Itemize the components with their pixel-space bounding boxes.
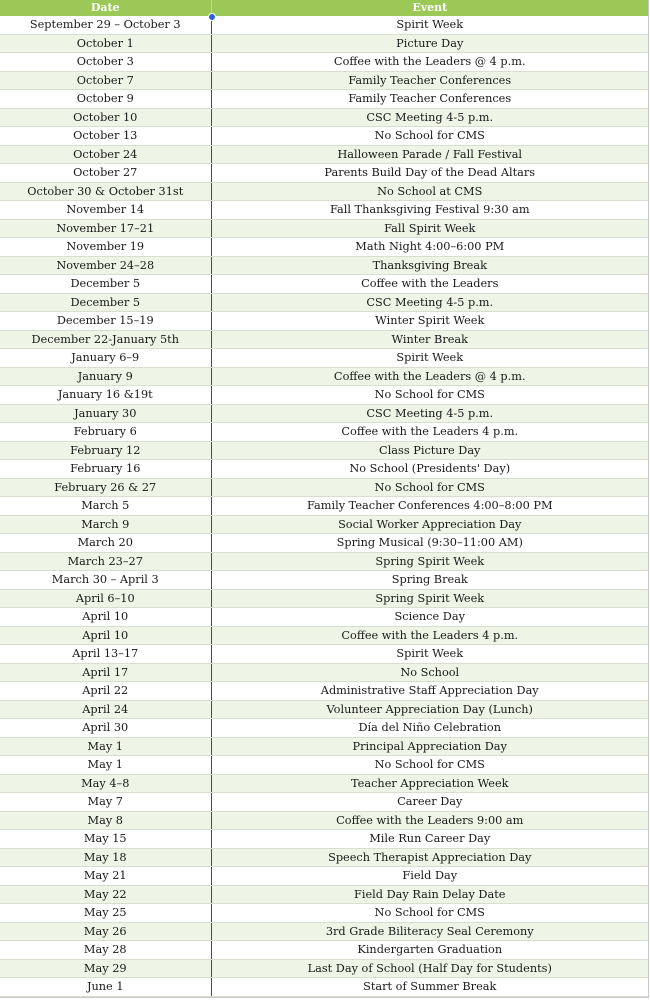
event-cell[interactable]: Principal Appreciation Day — [211, 737, 648, 756]
event-cell[interactable]: Spring Break — [211, 571, 648, 590]
event-cell[interactable]: Spring Spirit Week — [211, 552, 648, 571]
table-row — [0, 330, 648, 349]
event-cell[interactable]: Field Day Rain Delay Date — [211, 885, 648, 904]
table-body — [0, 16, 648, 996]
table-row — [0, 663, 648, 682]
date-cell[interactable]: May 7 — [0, 793, 211, 812]
event-cell[interactable]: Spirit Week — [211, 16, 648, 34]
table-row — [0, 959, 648, 978]
table-row — [0, 53, 648, 72]
table-row — [0, 589, 648, 608]
event-cell[interactable]: Spring Spirit Week — [211, 589, 648, 608]
date-cell[interactable]: November 17–21 — [0, 219, 211, 238]
table-row — [0, 367, 648, 386]
event-cell[interactable]: Spirit Week — [211, 349, 648, 368]
event-cell[interactable]: Teacher Appreciation Week — [211, 774, 648, 793]
date-column-header[interactable]: Date — [0, 0, 211, 16]
table-row — [0, 256, 648, 275]
table-row — [0, 312, 648, 331]
date-cell[interactable]: May 15 — [0, 830, 211, 849]
event-cell[interactable]: CSC Meeting 4-5 p.m. — [211, 293, 648, 312]
date-cell[interactable]: May 18 — [0, 848, 211, 867]
date-cell[interactable]: May 29 — [0, 959, 211, 978]
table-row — [0, 626, 648, 645]
table-row — [0, 737, 648, 756]
event-cell[interactable]: Class Picture Day — [211, 441, 648, 460]
date-cell[interactable]: January 6–9 — [0, 349, 211, 368]
date-cell[interactable]: May 8 — [0, 811, 211, 830]
event-cell[interactable]: No School (Presidents' Day) — [211, 460, 648, 479]
event-cell[interactable]: Picture Day — [211, 34, 648, 53]
event-cell[interactable]: Family Teacher Conferences — [211, 90, 648, 109]
event-cell[interactable]: Last Day of School (Half Day for Students) — [211, 959, 648, 978]
event-cell[interactable]: Science Day — [211, 608, 648, 627]
event-cell[interactable]: Family Teacher Conferences 4:00–8:00 PM — [211, 497, 648, 516]
table-row — [0, 515, 648, 534]
date-cell[interactable]: May 26 — [0, 922, 211, 941]
date-cell[interactable]: March 20 — [0, 534, 211, 553]
date-cell[interactable]: April 13–17 — [0, 645, 211, 664]
date-cell[interactable]: January 9 — [0, 367, 211, 386]
event-cell[interactable]: Fall Spirit Week — [211, 219, 648, 238]
event-cell[interactable]: CSC Meeting 4-5 p.m. — [211, 404, 648, 423]
date-cell[interactable]: March 23–27 — [0, 552, 211, 571]
event-cell[interactable]: Coffee with the Leaders 9:00 am — [211, 811, 648, 830]
table-row — [0, 219, 648, 238]
event-cell[interactable]: Spring Musical (9:30–11:00 AM) — [211, 534, 648, 553]
column-resize-handle[interactable] — [208, 13, 216, 21]
event-cell[interactable]: Field Day — [211, 867, 648, 886]
date-cell[interactable]: May 28 — [0, 941, 211, 960]
date-cell[interactable]: February 6 — [0, 423, 211, 442]
date-cell[interactable]: November 14 — [0, 201, 211, 220]
event-cell[interactable]: Administrative Staff Appreciation Day — [211, 682, 648, 701]
table-row — [0, 608, 648, 627]
event-cell[interactable]: Coffee with the Leaders — [211, 275, 648, 294]
event-cell[interactable]: Mile Run Career Day — [211, 830, 648, 849]
date-cell[interactable]: April 6–10 — [0, 589, 211, 608]
date-cell[interactable]: June 1 — [0, 978, 211, 997]
event-cell[interactable]: 3rd Grade Biliteracy Seal Ceremony — [211, 922, 648, 941]
table-row — [0, 71, 648, 90]
table-row — [0, 682, 648, 701]
date-cell[interactable]: April 30 — [0, 719, 211, 738]
table-row — [0, 645, 648, 664]
header-row — [0, 0, 648, 16]
table-row — [0, 201, 648, 220]
event-cell[interactable]: Math Night 4:00–6:00 PM — [211, 238, 648, 257]
event-cell[interactable]: Coffee with the Leaders @ 4 p.m. — [211, 53, 648, 72]
table-row — [0, 848, 648, 867]
table-row — [0, 571, 648, 590]
date-cell[interactable]: April 24 — [0, 700, 211, 719]
date-cell[interactable]: January 16 &19t — [0, 386, 211, 405]
table-row — [0, 34, 648, 53]
event-cell[interactable]: Halloween Parade / Fall Festival — [211, 145, 648, 164]
date-cell[interactable]: April 10 — [0, 626, 211, 645]
table-row — [0, 552, 648, 571]
date-cell[interactable]: April 17 — [0, 663, 211, 682]
table-row — [0, 349, 648, 368]
date-cell[interactable]: April 10 — [0, 608, 211, 627]
date-cell[interactable]: May 25 — [0, 904, 211, 923]
table-row — [0, 182, 648, 201]
table-row — [0, 793, 648, 812]
event-cell[interactable]: Coffee with the Leaders 4 p.m. — [211, 626, 648, 645]
table-row — [0, 478, 648, 497]
table-row — [0, 16, 648, 34]
date-cell[interactable]: February 12 — [0, 441, 211, 460]
event-cell[interactable]: Fall Thanksgiving Festival 9:30 am — [211, 201, 648, 220]
date-cell[interactable]: May 1 — [0, 737, 211, 756]
date-cell[interactable]: September 29 – October 3 — [0, 16, 211, 34]
table-row — [0, 108, 648, 127]
table-row — [0, 885, 648, 904]
table-row — [0, 941, 648, 960]
event-cell[interactable]: No School for CMS — [211, 386, 648, 405]
event-cell[interactable]: Volunteer Appreciation Day (Lunch) — [211, 700, 648, 719]
date-cell[interactable]: October 10 — [0, 108, 211, 127]
table-row — [0, 534, 648, 553]
event-cell[interactable]: Winter Spirit Week — [211, 312, 648, 331]
event-cell[interactable]: Coffee with the Leaders @ 4 p.m. — [211, 367, 648, 386]
table-row — [0, 756, 648, 775]
event-cell[interactable]: Speech Therapist Appreciation Day — [211, 848, 648, 867]
table-row — [0, 904, 648, 923]
event-cell[interactable]: Día del Niño Celebration — [211, 719, 648, 738]
table-row — [0, 497, 648, 516]
date-cell[interactable]: May 1 — [0, 756, 211, 775]
date-cell[interactable]: October 3 — [0, 53, 211, 72]
date-cell[interactable]: October 7 — [0, 71, 211, 90]
event-cell[interactable]: CSC Meeting 4-5 p.m. — [211, 108, 648, 127]
table-row — [0, 460, 648, 479]
date-cell[interactable]: February 16 — [0, 460, 211, 479]
date-cell[interactable]: December 5 — [0, 275, 211, 294]
event-cell[interactable]: Winter Break — [211, 330, 648, 349]
table-row — [0, 404, 648, 423]
table-row — [0, 830, 648, 849]
date-cell[interactable]: October 30 & October 31st — [0, 182, 211, 201]
date-cell[interactable]: November 19 — [0, 238, 211, 257]
event-cell[interactable]: No School — [211, 663, 648, 682]
table-row — [0, 811, 648, 830]
date-cell[interactable]: October 9 — [0, 90, 211, 109]
table-row — [0, 293, 648, 312]
date-cell[interactable]: October 13 — [0, 127, 211, 146]
date-cell[interactable]: December 22-January 5th — [0, 330, 211, 349]
table-row — [0, 978, 648, 997]
table-row — [0, 164, 648, 183]
table-row — [0, 867, 648, 886]
date-cell[interactable]: February 26 & 27 — [0, 478, 211, 497]
date-cell[interactable]: May 21 — [0, 867, 211, 886]
table-row — [0, 922, 648, 941]
event-cell[interactable]: Kindergarten Graduation — [211, 941, 648, 960]
event-cell[interactable]: No School for CMS — [211, 127, 648, 146]
date-cell[interactable]: October 1 — [0, 34, 211, 53]
event-column-header[interactable]: Event — [211, 0, 648, 16]
table-row — [0, 423, 648, 442]
date-cell[interactable]: March 30 – April 3 — [0, 571, 211, 590]
table-row — [0, 700, 648, 719]
event-cell[interactable]: No School for CMS — [211, 756, 648, 775]
event-cell[interactable]: No School at CMS — [211, 182, 648, 201]
event-cell[interactable]: No School for CMS — [211, 478, 648, 497]
table-row — [0, 90, 648, 109]
table-row — [0, 145, 648, 164]
date-cell[interactable]: May 4–8 — [0, 774, 211, 793]
date-cell[interactable]: May 22 — [0, 885, 211, 904]
event-cell[interactable]: Thanksgiving Break — [211, 256, 648, 275]
event-cell[interactable]: Social Worker Appreciation Day — [211, 515, 648, 534]
table-row — [0, 127, 648, 146]
event-cell[interactable]: No School for CMS — [211, 904, 648, 923]
table-row — [0, 774, 648, 793]
date-cell[interactable]: October 27 — [0, 164, 211, 183]
event-cell[interactable]: Spirit Week — [211, 645, 648, 664]
event-cell[interactable]: Career Day — [211, 793, 648, 812]
table-row — [0, 386, 648, 405]
event-cell[interactable]: Coffee with the Leaders 4 p.m. — [211, 423, 648, 442]
table-row — [0, 275, 648, 294]
date-cell[interactable]: October 24 — [0, 145, 211, 164]
table-row — [0, 441, 648, 460]
date-cell[interactable]: April 22 — [0, 682, 211, 701]
date-cell[interactable]: November 24–28 — [0, 256, 211, 275]
table-row — [0, 238, 648, 257]
date-cell[interactable]: December 15–19 — [0, 312, 211, 331]
date-cell[interactable]: January 30 — [0, 404, 211, 423]
event-cell[interactable]: Parents Build Day of the Dead Altars — [211, 164, 648, 183]
table-row — [0, 719, 648, 738]
event-cell[interactable]: Family Teacher Conferences — [211, 71, 648, 90]
event-cell[interactable]: Start of Summer Break — [211, 978, 648, 997]
date-cell[interactable]: March 9 — [0, 515, 211, 534]
date-cell[interactable]: March 5 — [0, 497, 211, 516]
date-cell[interactable]: December 5 — [0, 293, 211, 312]
